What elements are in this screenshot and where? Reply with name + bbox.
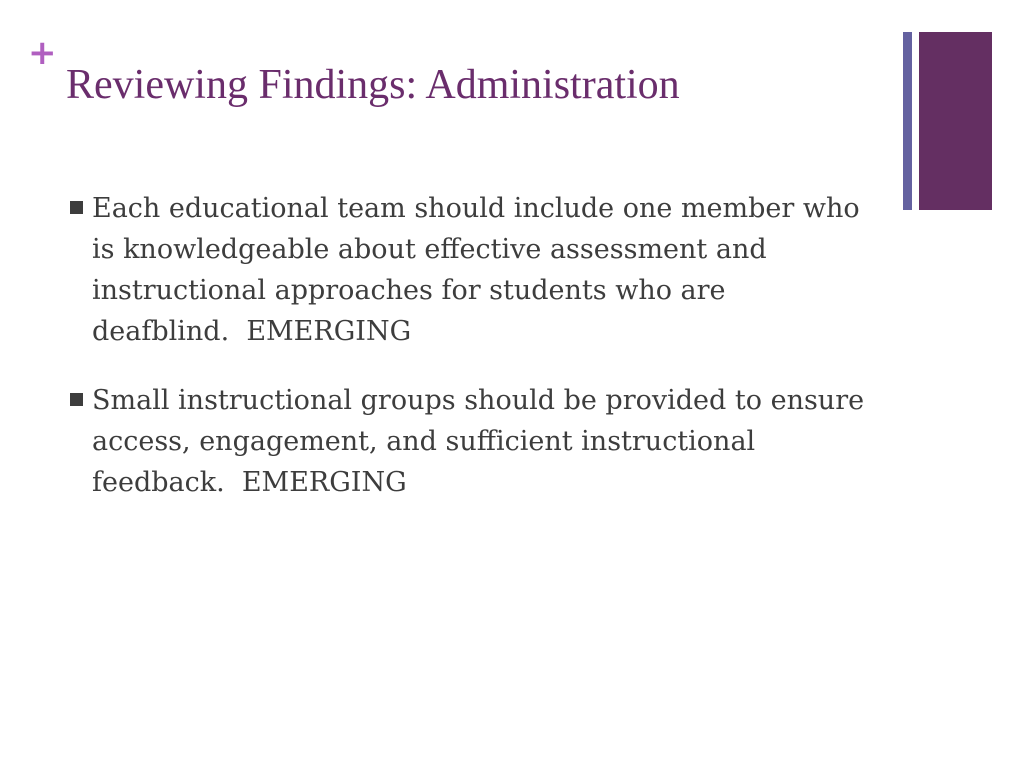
decorative-bar-thick	[919, 32, 992, 210]
square-bullet-icon	[70, 201, 83, 214]
plus-icon: +	[28, 33, 57, 73]
bullet-text: Small instructional groups should be provided to ensure access, engagement, and sufficient instructional feedback. EMERGING	[92, 385, 873, 498]
bullet-item	[68, 188, 868, 352]
decorative-bar-thin	[903, 32, 912, 210]
square-bullet-icon	[70, 393, 83, 406]
bullet-item	[68, 380, 873, 503]
bullet-text: Each educational team should include one member who is knowledgeable about effective assessment and instructional approaches for students who are deafblind. EMERGING	[92, 193, 869, 347]
slide-title: Reviewing Findings: Administration	[66, 62, 680, 108]
bullet-list	[68, 188, 873, 531]
